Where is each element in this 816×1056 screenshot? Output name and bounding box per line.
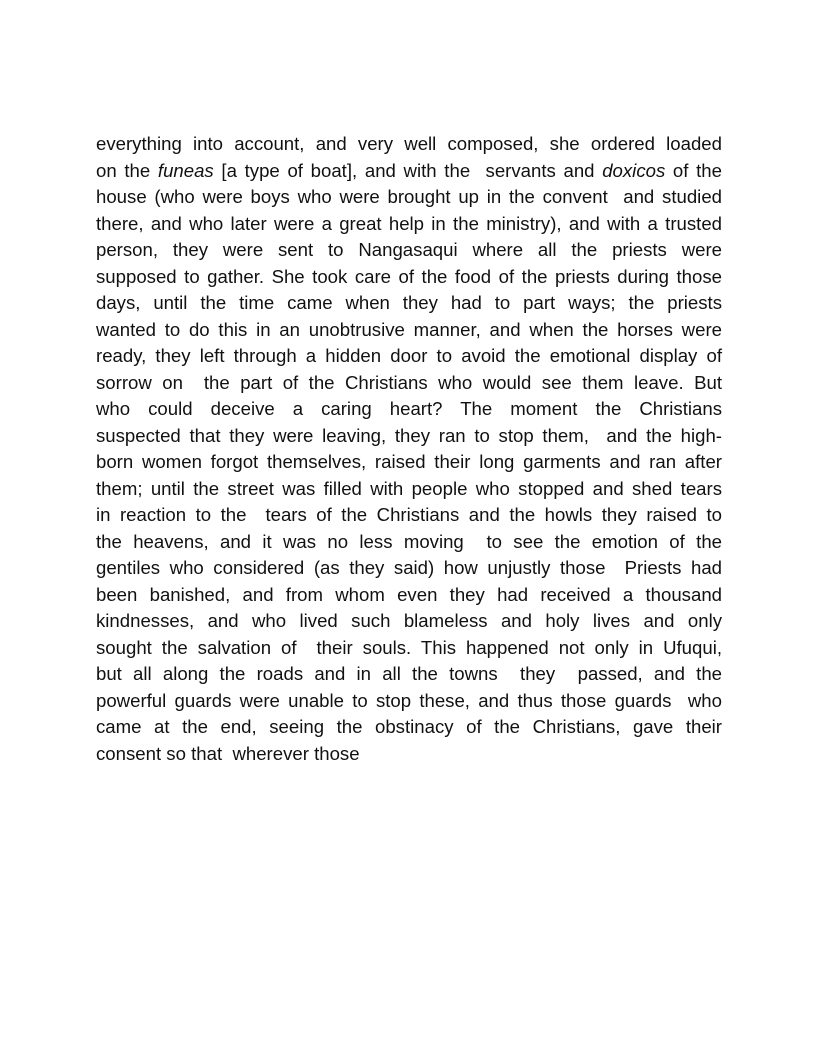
text-line (96, 741, 722, 768)
text-segment: been banished, and from whom even they had received a thousand (96, 583, 722, 605)
text-line (96, 635, 722, 662)
text-segment: of the (665, 159, 722, 181)
italic-term: funeas (157, 159, 214, 181)
text-line (96, 184, 722, 211)
text-segment: the heavens, and it was no less moving to see the emotion of the (96, 530, 722, 552)
text-segment: came at the end, seeing the obstinacy of the Christians, gave their (96, 716, 722, 737)
text-line (96, 237, 722, 264)
text-line (96, 502, 722, 529)
body-text (96, 131, 722, 767)
text-line (96, 582, 722, 609)
text-line (96, 476, 722, 503)
text-segment: sorrow on the part of the Christians who would see them leave. But (96, 371, 722, 393)
text-segment: who could deceive a caring heart? The moment the Christians (96, 398, 722, 419)
text-segment: everything into account, and very well composed, she ordered loaded (96, 133, 722, 154)
text-line (96, 555, 722, 582)
text-segment: ready, they left through a hidden door to avoid the emotional display of (96, 345, 722, 366)
text-line (96, 370, 722, 397)
text-segment: sought the salvation of their souls. This happened not only in Ufuqui, (96, 636, 722, 658)
text-line (96, 661, 722, 688)
text-line (96, 290, 722, 317)
text-segment: suspected that they were leaving, they ran to stop them, and the high- (96, 424, 722, 446)
text-segment: powerful guards were unable to stop these, and thus those guards who (96, 689, 722, 711)
text-segment: but all along the roads and in all the towns they passed, and the (96, 663, 722, 684)
text-line (96, 343, 722, 370)
text-segment: born women forgot themselves, raised their long garments and ran after (96, 451, 722, 472)
text-segment: wanted to do this in an unobtrusive manner, and when the horses were (96, 318, 722, 340)
text-line (96, 264, 722, 291)
text-segment: in reaction to the tears of the Christians and the howls they raised to (96, 504, 722, 525)
italic-term: doxicos (602, 159, 666, 181)
text-segment: on the (96, 159, 158, 181)
text-segment: supposed to gather. She took care of the food of the priests during those (96, 265, 722, 287)
text-line (96, 529, 722, 556)
text-segment: [a type of boat], and with the servants and (213, 159, 603, 181)
text-segment: house (who were boys who were brought up in the convent and studied (96, 186, 722, 207)
text-line (96, 714, 722, 741)
text-line (96, 158, 722, 185)
text-segment: kindnesses, and who lived such blameless and holy lives and only (96, 610, 722, 631)
text-line (96, 317, 722, 344)
text-line (96, 211, 722, 238)
text-segment: gentiles who considered (as they said) how unjustly those Priests had (96, 557, 722, 578)
text-segment: them; until the street was filled with people who stopped and shed tears (96, 477, 722, 499)
text-line (96, 688, 722, 715)
text-segment: days, until the time came when they had to part ways; the priests (96, 292, 722, 313)
text-segment: person, they were sent to Nangasaqui where all the priests were (96, 239, 722, 260)
text-line (96, 608, 722, 635)
text-segment: there, and who later were a great help in the ministry), and with a trusted (96, 212, 722, 234)
text-line (96, 131, 722, 158)
text-line (96, 396, 722, 423)
text-segment: consent so that wherever those (96, 742, 360, 764)
text-line (96, 423, 722, 450)
text-line (96, 449, 722, 476)
